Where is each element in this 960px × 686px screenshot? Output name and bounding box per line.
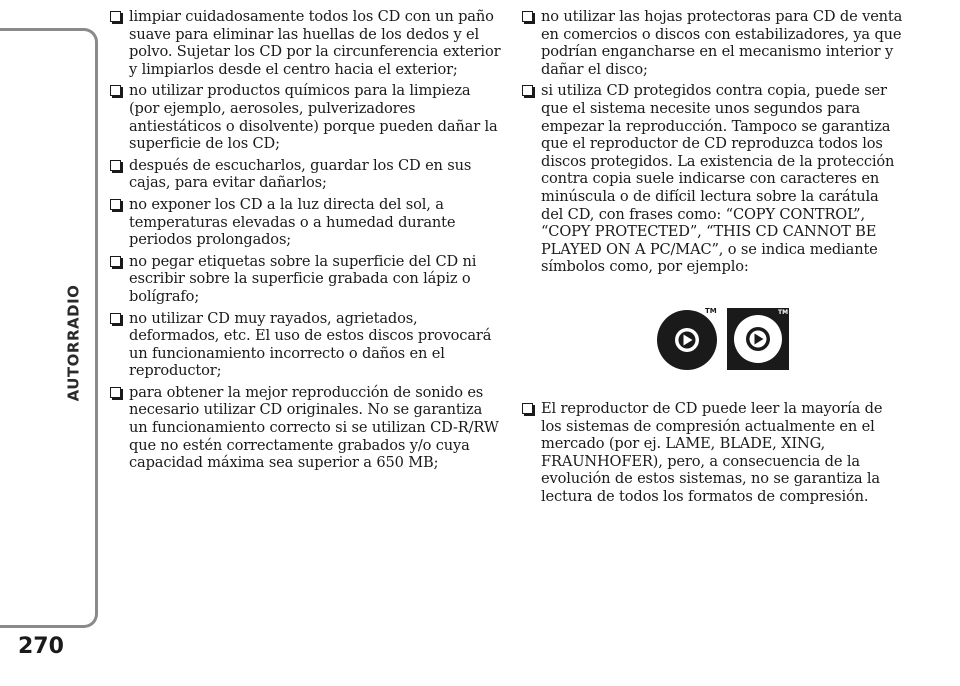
page-number: 270 [18, 634, 64, 659]
copy-protected-circle-symbol-icon [654, 304, 720, 372]
list-item [110, 384, 505, 472]
checkbox-bullet-icon [110, 11, 121, 22]
checkbox-bullet-icon [110, 85, 121, 96]
trademark-text: TM [705, 306, 717, 315]
checkbox-bullet-icon [522, 85, 533, 96]
right-bullet-list-after [522, 400, 904, 506]
list-item-text: si utiliza CD protegidos contra copia, puede ser que el sistema necesite unos segundos para empezar la reproducción. Tampoco se garantiza que el reproductor de CD reproduzca todos los discos protegidos. La existencia de la protección contra copia suele indicarse con caracteres en minúscula o de difícil lectura sobre la carátula del CD, con frases como: “COPY CONTROL”, “COPY PROTECTED”, “THIS CD CANNOT BE PLAYED ON A PC/MAC”, o se indica mediante símbolos como, por ejemplo: [541, 82, 895, 276]
list-item [522, 8, 904, 78]
list-item-text: no utilizar CD muy rayados, agrietados, deformados, etc. El uso de estos discos provocará un funcionamiento incorrecto o daños en el reproductor; [129, 309, 492, 380]
checkbox-bullet-icon [110, 160, 121, 171]
list-item-text: después de escucharlos, guardar los CD en sus cajas, para evitar dañarlos; [129, 156, 472, 192]
list-item [522, 400, 904, 506]
list-item [110, 196, 505, 249]
left-column [110, 8, 505, 476]
checkbox-bullet-icon [110, 313, 121, 324]
list-item [110, 82, 505, 152]
checkbox-bullet-icon [522, 403, 533, 414]
checkbox-bullet-icon [110, 256, 121, 267]
left-bullet-list [110, 8, 505, 472]
list-item [110, 8, 505, 78]
list-item [522, 82, 904, 276]
list-item-text: limpiar cuidadosamente todos los CD con un paño suave para eliminar las huellas de los dedos y el polvo. Sujetar los CD por la circunferencia exterior y limpiarlos desde el centro hacia el exterior; [129, 8, 501, 78]
right-column [522, 8, 904, 509]
list-item-text: El reproductor de CD puede leer la mayoría de los sistemas de compresión actualmente en el mercado (por ej. LAME, BLADE, XING, FRAUNHOFER), pero, a consecuencia de la evolución de estos sistemas, no se garantiza la lectura de todos los formatos de compresión. [541, 399, 883, 505]
list-item-text: no utilizar las hojas protectoras para CD de venta en comercios o discos con estabilizadores, ya que podrían engancharse en el mecanismo interior y dañar el disco; [541, 8, 903, 78]
checkbox-bullet-icon [110, 387, 121, 398]
copy-protected-square-symbol-icon [726, 304, 792, 372]
section-label [58, 268, 88, 418]
right-bullet-list [522, 8, 904, 276]
list-item-text: no exponer los CD a la luz directa del sol, a temperaturas elevadas o a humedad durante periodos prolongados; [129, 195, 456, 249]
list-item [110, 253, 505, 306]
copy-protection-symbols [522, 304, 904, 372]
trademark-text: TM [778, 308, 789, 316]
list-item-text: para obtener la mejor reproducción de sonido es necesario utilizar CD originales. No se garantiza un funcionamiento correcto si se utilizan CD-R/RW que no estén correctamente grabados y/o cuya capacidad máxima sea superior a 650 MB; [129, 383, 499, 472]
list-item-text: no pegar etiquetas sobre la superficie del CD ni escribir sobre la superficie grabada con lápiz o bolígrafo; [129, 252, 477, 305]
list-item-text: no utilizar productos químicos para la limpieza (por ejemplo, aerosoles, pulverizadores antiestáticos o disolvente) porque pueden dañar la superficie de los CD; [129, 82, 498, 153]
checkbox-bullet-icon [110, 199, 121, 210]
list-item [110, 310, 505, 380]
section-label-text: AUTORRADIO [64, 284, 82, 402]
list-item [110, 157, 505, 192]
checkbox-bullet-icon [522, 11, 533, 22]
